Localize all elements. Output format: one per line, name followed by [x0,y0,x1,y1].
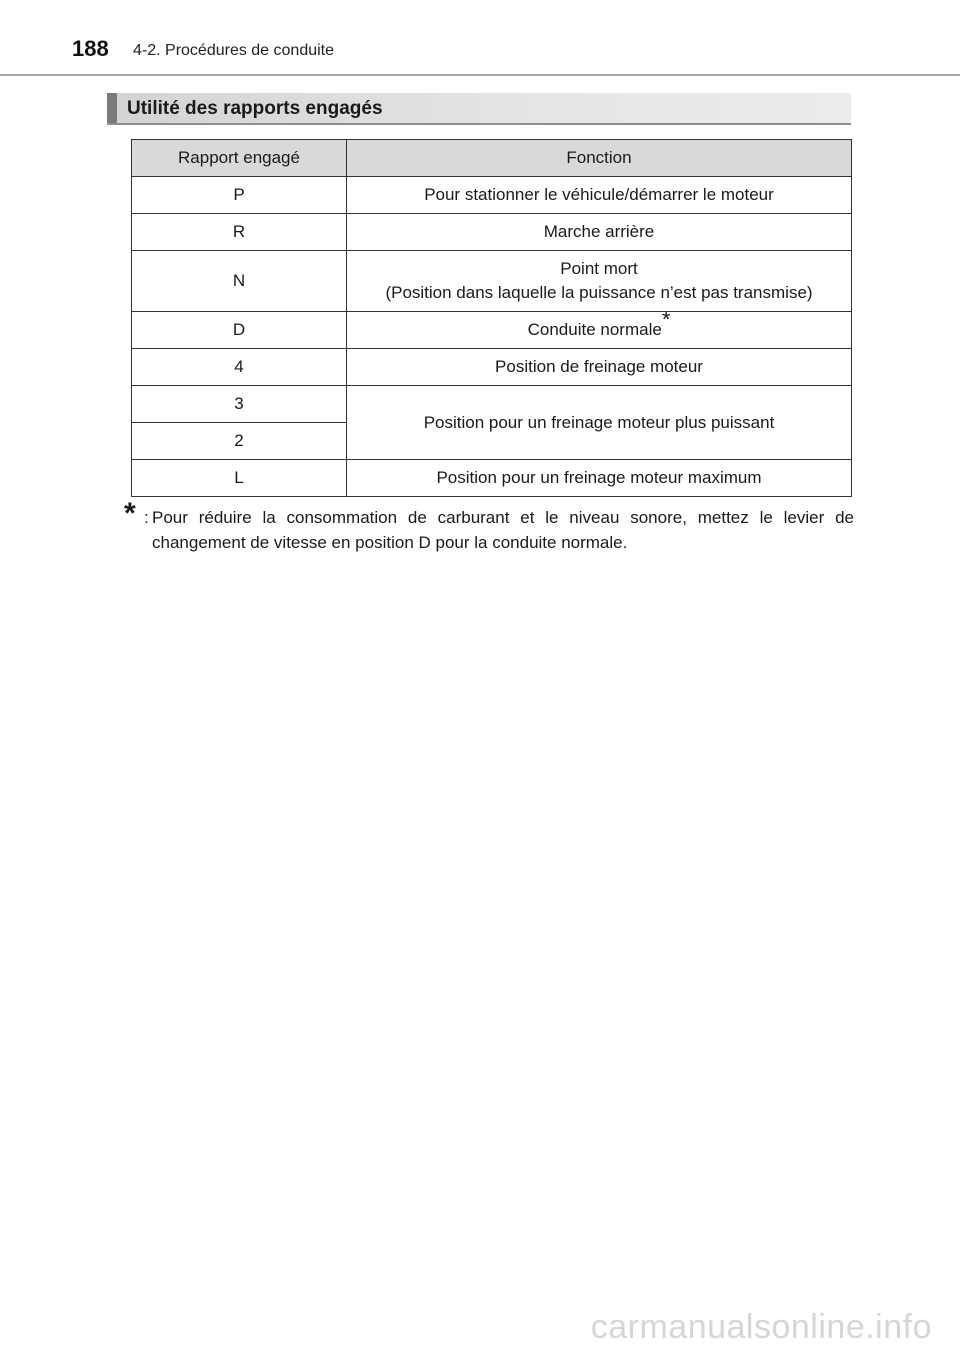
gear-cell: D [132,312,347,349]
table-row [132,177,852,214]
gear-function-table [131,139,852,497]
function-cell: Pour stationner le véhicule/démarrer le moteur [347,177,852,214]
gear-cell: 3 [132,386,347,423]
chapter-title: 4-2. Procédures de conduite [133,42,335,59]
footnote-star: * [124,497,136,530]
section-title: Utilité des rapports engagés [127,98,383,119]
table-row [132,312,852,349]
function-cell: Marche arrière [347,214,852,251]
function-line: (Position dans laquelle la puissance n’est pas transmise) [385,283,813,302]
function-cell [347,251,852,312]
gear-cell: N [132,251,347,312]
function-cell: Position de freinage moteur [347,349,852,386]
gear-cell: 4 [132,349,347,386]
table-row [132,386,852,423]
footnote-text: Pour réduire la consommation de carburant et le niveau sonore, mettez le levier de changement de vitesse en position D pour la conduite normale. [152,508,854,552]
footnote-marker: * [661,307,671,332]
header-divider [0,74,960,76]
gear-cell: L [132,460,347,497]
gear-cell: 2 [132,423,347,460]
page-number: 188 [72,36,109,61]
gear-cell: P [132,177,347,214]
function-cell [347,307,852,349]
table-header-row [132,140,852,177]
table-row [132,214,852,251]
section-banner-accent [107,93,117,123]
section-banner [107,93,851,125]
table-row [132,349,852,386]
function-cell: Position pour un freinage moteur plus puissant [347,386,852,460]
footnote [124,497,854,555]
table-row [132,460,852,497]
function-text: Conduite normale [527,320,662,339]
watermark: carmanualsonline.info [590,1308,932,1346]
footnote-separator: : [144,508,149,527]
table-row [132,251,852,312]
gear-cell: R [132,214,347,251]
function-cell: Position pour un freinage moteur maximum [347,460,852,497]
function-line: Point mort [560,259,638,278]
column-header-function: Fonction [347,140,852,177]
column-header-gear: Rapport engagé [132,140,347,177]
